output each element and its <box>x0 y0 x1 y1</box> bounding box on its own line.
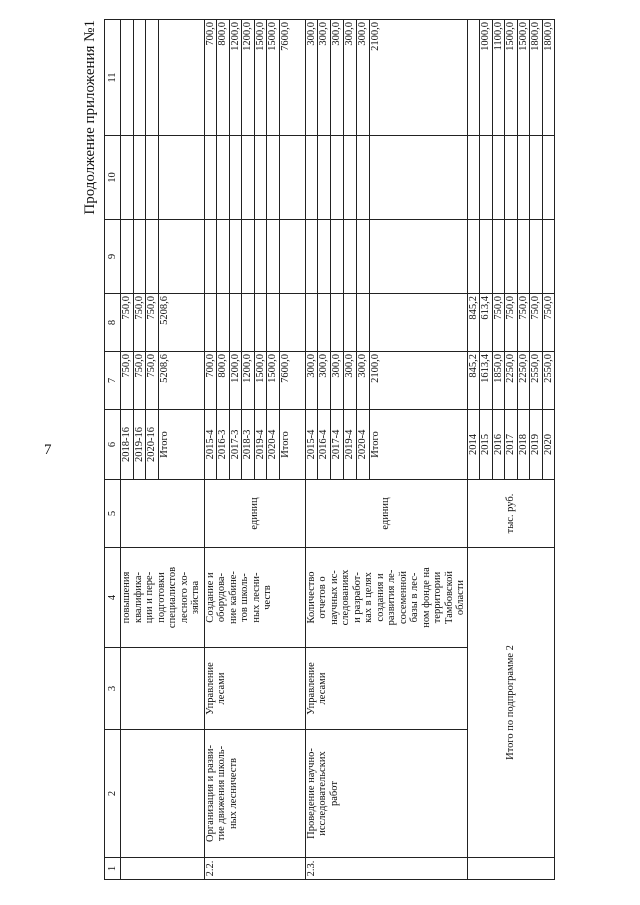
empty-cell <box>254 220 267 294</box>
empty-cell <box>242 220 255 294</box>
indicator-2-3: Количество отчетов о научных ис- следованиях и разработ- ках в целях создания и развития ле- сосеменной базы в лес- ном фонде на территории Тамбовской области <box>305 548 467 648</box>
col-num-5: 5 <box>105 480 121 548</box>
empty-cell <box>217 220 230 294</box>
total-cell: 845,2 <box>467 352 480 410</box>
federal-cell: 750,0 <box>492 294 505 352</box>
executor-2-2: Управление лесами <box>204 648 305 730</box>
federal-cell: 750,0 <box>505 294 518 352</box>
total-cell: 2250,0 <box>505 352 518 410</box>
other-cell: 1000,0 <box>480 20 493 136</box>
federal-cell: 750,0 <box>542 294 555 352</box>
federal-cell <box>344 294 357 352</box>
year-cell: 2018-3 <box>242 410 255 480</box>
empty-cell <box>254 136 267 220</box>
table-row <box>305 20 318 880</box>
col-num-7: 7 <box>105 352 121 410</box>
year-cell: 2017 <box>505 410 518 480</box>
year-cell: 2016-4 <box>318 410 331 480</box>
other-cell: 1500,0 <box>505 20 518 136</box>
year-cell: 2019 <box>530 410 543 480</box>
federal-cell: 845,2 <box>467 294 480 352</box>
empty-cell <box>279 136 305 220</box>
total-cell: 1850,0 <box>492 352 505 410</box>
total-cell: 1200,0 <box>229 352 242 410</box>
total-cell: 750,0 <box>146 352 159 410</box>
federal-cell: 750,0 <box>146 294 159 352</box>
empty-cell <box>505 220 518 294</box>
table-row <box>121 20 134 880</box>
total-cell: 750,0 <box>121 352 134 410</box>
total-cell: 300,0 <box>331 352 344 410</box>
empty-cell <box>530 136 543 220</box>
block1-col3 <box>121 648 205 730</box>
year-cell: 2015-4 <box>305 410 318 480</box>
other-cell: 300,0 <box>318 20 331 136</box>
other-cell <box>158 20 204 136</box>
federal-cell <box>242 294 255 352</box>
empty-cell <box>331 220 344 294</box>
other-cell: 800,0 <box>217 20 230 136</box>
empty-cell <box>318 136 331 220</box>
year-cell: 2017-3 <box>229 410 242 480</box>
col-num-1: 1 <box>105 858 121 880</box>
appendix-heading: Продолжение приложения №1 <box>82 20 98 215</box>
total-cell: 7600,0 <box>279 352 305 410</box>
empty-cell <box>467 220 480 294</box>
empty-cell <box>467 136 480 220</box>
other-cell: 1800,0 <box>530 20 543 136</box>
federal-cell <box>318 294 331 352</box>
total-cell: 1500,0 <box>267 352 280 410</box>
total-cell: 800,0 <box>217 352 230 410</box>
federal-cell: 750,0 <box>517 294 530 352</box>
other-cell: 1800,0 <box>542 20 555 136</box>
total-cell: 2250,0 <box>517 352 530 410</box>
empty-cell <box>357 220 370 294</box>
federal-cell <box>254 294 267 352</box>
col-num-3: 3 <box>105 648 121 730</box>
empty-cell <box>370 220 467 294</box>
empty-cell <box>146 136 159 220</box>
total-cell: 300,0 <box>318 352 331 410</box>
year-cell: 2019-4 <box>254 410 267 480</box>
empty-cell <box>229 220 242 294</box>
year-cell: 2020-4 <box>267 410 280 480</box>
subprogram-total-unit: тыс. руб. <box>467 480 555 548</box>
rotated-content <box>82 20 618 880</box>
item-number-2-3: 2.3. <box>305 858 467 880</box>
empty-cell <box>242 136 255 220</box>
other-cell <box>146 20 159 136</box>
other-cell: 300,0 <box>357 20 370 136</box>
block1-col2 <box>121 730 205 858</box>
empty-cell <box>121 220 134 294</box>
empty-cell <box>279 220 305 294</box>
total-cell: 300,0 <box>305 352 318 410</box>
total-cell: 300,0 <box>344 352 357 410</box>
col-num-6: 6 <box>105 410 121 480</box>
total-cell: 2550,0 <box>530 352 543 410</box>
empty-cell <box>146 220 159 294</box>
activity-2-3: Проведение научно- исследовательских работ <box>305 730 467 858</box>
empty-cell <box>217 136 230 220</box>
empty-cell <box>480 220 493 294</box>
year-cell: 2020-16 <box>146 410 159 480</box>
col-num-4: 4 <box>105 548 121 648</box>
empty-cell <box>505 136 518 220</box>
total-col1 <box>467 858 555 880</box>
empty-cell <box>133 136 146 220</box>
empty-cell <box>357 136 370 220</box>
other-cell: 2100,0 <box>370 20 467 136</box>
col-num-9: 9 <box>105 220 121 294</box>
other-cell <box>467 20 480 136</box>
column-number-row <box>105 20 121 880</box>
year-cell: Итого <box>279 410 305 480</box>
empty-cell <box>530 220 543 294</box>
empty-cell <box>158 136 204 220</box>
empty-cell <box>318 220 331 294</box>
federal-cell: 750,0 <box>133 294 146 352</box>
block1-indicator: повышения квалифика- ции и пере- подготовки специалистов лесного хо- зяйства <box>121 548 205 648</box>
total-cell: 300,0 <box>357 352 370 410</box>
year-cell: 2019-4 <box>344 410 357 480</box>
empty-cell <box>121 136 134 220</box>
col-num-10: 10 <box>105 136 121 220</box>
other-cell <box>121 20 134 136</box>
year-cell: Итого <box>158 410 204 480</box>
total-cell: 5208,6 <box>158 352 204 410</box>
year-cell: 2018-16 <box>121 410 134 480</box>
unit-2-3: единиц <box>305 480 467 548</box>
indicator-2-2: Создание и оборудова- ние кабине- тов школь- ных лесни- честв <box>204 548 305 648</box>
total-cell: 2100,0 <box>370 352 467 410</box>
empty-cell <box>267 220 280 294</box>
total-cell: 750,0 <box>133 352 146 410</box>
col-num-11: 11 <box>105 20 121 136</box>
other-cell: 300,0 <box>331 20 344 136</box>
total-cell: 700,0 <box>204 352 217 410</box>
empty-cell <box>492 136 505 220</box>
federal-cell <box>279 294 305 352</box>
federal-cell <box>370 294 467 352</box>
empty-cell <box>542 220 555 294</box>
federal-cell <box>217 294 230 352</box>
empty-cell <box>158 220 204 294</box>
federal-cell <box>357 294 370 352</box>
other-cell: 300,0 <box>344 20 357 136</box>
federal-cell: 750,0 <box>530 294 543 352</box>
empty-cell <box>133 220 146 294</box>
other-cell: 1500,0 <box>254 20 267 136</box>
other-cell: 1500,0 <box>267 20 280 136</box>
block1-unit <box>121 480 205 548</box>
empty-cell <box>542 136 555 220</box>
other-cell: 7600,0 <box>279 20 305 136</box>
year-cell: Итого <box>370 410 467 480</box>
other-cell: 700,0 <box>204 20 217 136</box>
other-cell: 1200,0 <box>229 20 242 136</box>
col-num-2: 2 <box>105 730 121 858</box>
empty-cell <box>229 136 242 220</box>
other-cell: 300,0 <box>305 20 318 136</box>
empty-cell <box>305 136 318 220</box>
table-row <box>204 20 217 880</box>
federal-cell <box>204 294 217 352</box>
empty-cell <box>480 136 493 220</box>
other-cell: 1100,0 <box>492 20 505 136</box>
unit-2-2: единиц <box>204 480 305 548</box>
col-num-8: 8 <box>105 294 121 352</box>
other-cell <box>133 20 146 136</box>
empty-cell <box>305 220 318 294</box>
item-number-2-2: 2.2. <box>204 858 305 880</box>
program-table <box>104 19 555 880</box>
federal-cell <box>305 294 318 352</box>
federal-cell <box>267 294 280 352</box>
federal-cell <box>229 294 242 352</box>
year-cell: 2020-4 <box>357 410 370 480</box>
year-cell: 2019-16 <box>133 410 146 480</box>
other-cell: 1200,0 <box>242 20 255 136</box>
federal-cell <box>331 294 344 352</box>
total-cell: 1613,4 <box>480 352 493 410</box>
year-cell: 2016-3 <box>217 410 230 480</box>
empty-cell <box>267 136 280 220</box>
federal-cell: 613,4 <box>480 294 493 352</box>
total-cell: 2550,0 <box>542 352 555 410</box>
federal-cell: 5208,6 <box>158 294 204 352</box>
empty-cell <box>204 136 217 220</box>
subprogram-total-label: Итого по подпрограмме 2 <box>467 548 555 858</box>
rotated-sheet <box>82 20 618 880</box>
year-cell: 2017-4 <box>331 410 344 480</box>
empty-cell <box>331 136 344 220</box>
total-cell: 1200,0 <box>242 352 255 410</box>
year-cell: 2020 <box>542 410 555 480</box>
table-row <box>467 20 480 880</box>
block1-col1 <box>121 858 205 880</box>
empty-cell <box>517 136 530 220</box>
year-cell: 2015 <box>480 410 493 480</box>
executor-2-3: Управление лесами <box>305 648 467 730</box>
federal-cell: 750,0 <box>121 294 134 352</box>
empty-cell <box>344 220 357 294</box>
year-cell: 2018 <box>517 410 530 480</box>
activity-2-2: Организация и разви- тие движения школь- ных лесничеств <box>204 730 305 858</box>
year-cell: 2014 <box>467 410 480 480</box>
empty-cell <box>517 220 530 294</box>
empty-cell <box>370 136 467 220</box>
year-cell: 2015-4 <box>204 410 217 480</box>
year-cell: 2016 <box>492 410 505 480</box>
empty-cell <box>344 136 357 220</box>
empty-cell <box>204 220 217 294</box>
page-number: 7 <box>44 442 52 458</box>
total-cell: 1500,0 <box>254 352 267 410</box>
other-cell: 1500,0 <box>517 20 530 136</box>
empty-cell <box>492 220 505 294</box>
